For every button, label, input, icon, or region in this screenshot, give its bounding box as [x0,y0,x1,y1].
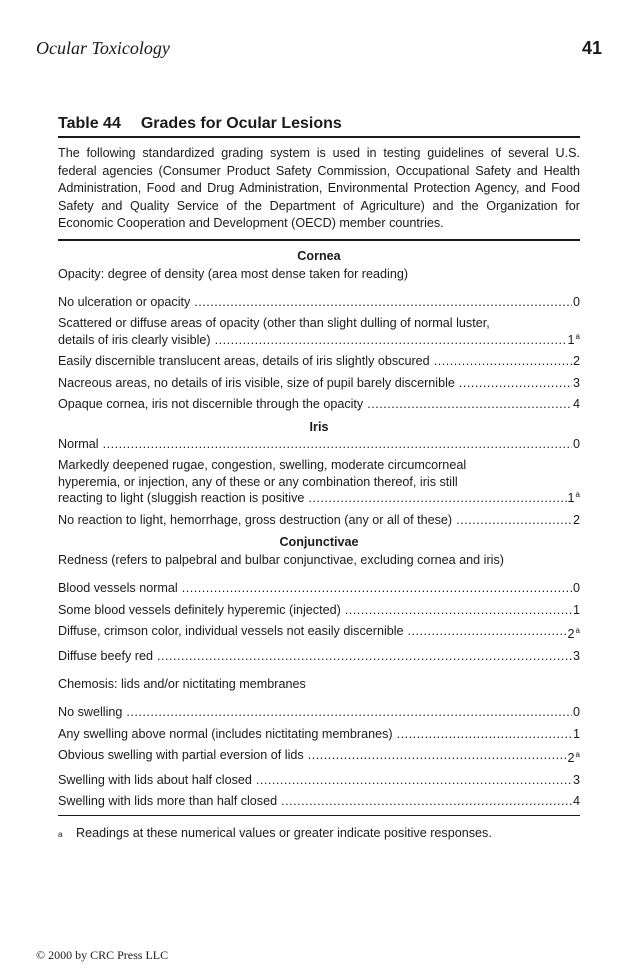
criterion-line: No ulceration or opacity ..... [58,294,572,311]
grade-value [572,512,580,529]
positive-response-mark: a [575,331,580,341]
grade-number: 3 [572,772,580,787]
table-caption [58,112,580,136]
section-heading-conjunctivae: Conjunctivae [279,535,359,549]
grade-row [58,436,580,453]
criterion-line: Nacreous areas, no details of iris visible, size of pupil barely discernible ..... [58,375,572,392]
criterion-line: Obvious swelling with partial eversion of lids ..... [58,747,567,764]
grade-number: 1 [572,726,580,741]
table-title: Grades for Ocular Lesions [140,115,342,132]
grade-criterion [58,747,567,767]
iris-rows [58,436,580,529]
criterion-line: Scattered or diffuse areas of opacity (other than slight dulling of normal luster, [58,316,490,330]
criterion-line: Swelling with lids more than half closed ..... [58,793,572,810]
table-intro: The following standardized grading system is used in testing guidelines of several U.S. federal agencies (Consumer Product Safety Commission, Occupational Safety and Health Administration, Food and Drug Administration, Environmental Protection Agency, and Food Safety and Quality Service of the Department of Agriculture) and the Organization for Economic Cooperation and Development (OECD) member countries. [58,146,580,230]
running-title: Ocular Toxicology [36,38,170,58]
grade-row [58,772,580,789]
grade-criterion [58,793,572,810]
criterion-line: Markedly deepened rugae, congestion, swelling, moderate circumcorneal [58,458,467,472]
criterion-line: No reaction to light, hemorrhage, gross destruction (any or all of these) ..... [58,512,572,529]
grade-number: 2 [572,512,580,527]
criterion-line: Any swelling above normal (includes nictitating membranes) ..... [58,726,572,743]
footnote-mark: a [58,829,63,839]
grade-value [572,602,580,619]
grade-value [572,704,580,721]
running-head [36,38,602,62]
grade-criterion [58,375,572,392]
cornea-rows [58,294,580,413]
chemosis-rows [58,704,580,810]
grade-number: 3 [572,648,580,663]
grade-number: 4 [572,794,580,808]
grade-number: 1 [567,332,575,347]
grade-row [58,623,580,643]
grade-criterion [58,512,572,529]
table-footnote [58,824,580,844]
grade-number: 2 [572,354,580,368]
grade-criterion [58,623,567,643]
grade-row [58,704,580,721]
grade-criterion [58,315,567,348]
grade-value [572,648,580,665]
criterion-line: Diffuse beefy red ..... [58,648,572,665]
page-number: 41 [581,38,602,58]
grade-row [58,375,580,392]
grade-number: 1 [567,491,575,505]
criterion-line: Normal ..... [58,436,572,453]
criterion-line: hyperemia, or injection, any of these or any combination thereof, iris still [58,474,458,489]
grade-row [58,580,580,597]
criterion-line: details of iris clearly visible) ..... [58,332,567,349]
grade-row [58,602,580,619]
criterion-line: Diffuse, crimson color, individual vessels not easily discernible ..... [58,623,567,640]
grade-value [572,436,580,453]
grade-criterion [58,580,572,597]
criterion-line: reacting to light (sluggish reaction is positive ..... [58,490,567,507]
grade-criterion [58,457,567,507]
grade-number: 0 [572,581,580,595]
grade-value [572,375,580,392]
grade-row [58,793,580,810]
redness-rows [58,580,580,664]
grade-row [58,747,580,767]
grade-number: 0 [572,705,580,719]
grade-value [572,772,580,789]
grade-value [572,353,580,370]
positive-response-mark: a [575,490,580,499]
grade-value [572,726,580,743]
criterion-line: Opaque cornea, iris not discernible through the opacity ..... [58,396,572,413]
section-heading-iris: Iris [309,419,329,434]
copyright: © 2000 by CRC Press LLC [36,948,169,962]
grade-criterion [58,602,572,619]
positive-response-mark: a [575,626,580,635]
grade-criterion [58,704,572,721]
criterion-line: Swelling with lids about half closed ..... [58,772,572,789]
grading-table [58,112,580,844]
grade-row [58,315,580,348]
grade-value [567,747,580,767]
grade-criterion [58,772,572,789]
grade-row [58,512,580,529]
table-label: Table 44 [58,115,121,132]
grade-criterion [58,294,572,311]
measure-opacity: Opacity: degree of density (area most dense taken for reading) [58,266,409,281]
grade-value [567,623,580,643]
grade-row [58,353,580,370]
criterion-line: Blood vessels normal ..... [58,580,572,597]
measure-redness: Redness (refers to palpebral and bulbar conjunctivae, excluding cornea and iris) [58,553,504,567]
grade-value [572,580,580,597]
grade-row [58,648,580,665]
grade-row [58,396,580,413]
grade-value [572,793,580,810]
grade-criterion [58,726,572,743]
grade-value [572,396,580,413]
header-rule [58,239,580,241]
grade-number: 4 [572,397,580,411]
grade-criterion [58,396,572,413]
footnote-text: Readings at these numerical values or greater indicate positive responses. [76,825,492,840]
grade-value [572,294,580,311]
measure-chemosis: Chemosis: lids and/or nictitating membranes [58,677,306,691]
grade-number: 0 [572,294,580,309]
criterion-line: No swelling ..... [58,704,572,721]
grade-criterion [58,353,572,370]
grade-value [567,487,580,507]
grade-row [58,726,580,743]
caption-rule [58,136,580,138]
grade-number: 2 [567,627,575,641]
grade-number: 0 [572,436,580,451]
grade-criterion [58,648,572,665]
grade-criterion [58,436,572,453]
section-heading-cornea: Cornea [297,248,341,263]
positive-response-mark: a [575,750,580,759]
criterion-line: Some blood vessels definitely hyperemic (injected) ..... [58,602,572,619]
grade-row [58,457,580,507]
criterion-line: Easily discernible translucent areas, details of iris slightly obscured ..... [58,353,572,370]
grade-number: 3 [572,375,580,390]
footer-rule [58,815,580,816]
grade-row [58,294,580,311]
grade-number: 2 [567,751,575,765]
grade-number: 1 [572,602,580,617]
grade-value [567,329,580,349]
